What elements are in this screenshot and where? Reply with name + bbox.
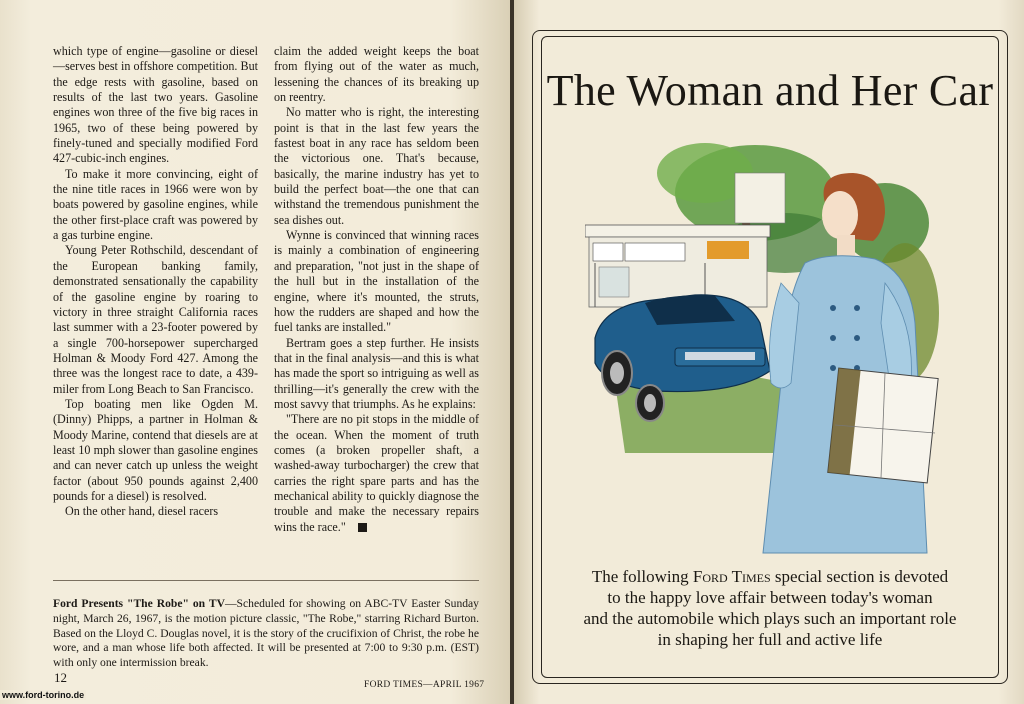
paragraph-text: "There are no pit stops in the middle of the ocean. When the moment of truth comes (a broken propeller shaft, a washed-away turbocharger) the crew that carries the right spare parts and has the mechanical ability to quickly diagnose the trouble and make the necessary repairs wins the race." — [274, 412, 479, 534]
paragraph: Wynne is convinced that winning races is mainly a combination of engineering and preparation, "not just in the shape of the hull but in the installation of the engine, where it's mounted, the struts, how the rudders are shaped and how the fuel tanks are installed." — [274, 228, 479, 335]
tv-notice — [53, 597, 479, 671]
paragraph: On the other hand, diesel racers — [65, 504, 219, 519]
gift-package-icon — [828, 368, 938, 483]
paragraph: Young Peter Rothschild, descendant of the European banking family, demonstrated sensationally the capability of the gasoline engine by roaring to victory in three straight California races last summer with a 23-footer powered by a single 700-horsepower supercharged Holman & Moody Ford 427. Among the three was the longest race to date, a 439-miler from Long Beach to San Francisco. — [53, 243, 258, 396]
paragraph: Top boating men like Ogden M. (Dinny) Phipps, a partner in Holman & Moody Marine, contend that diesels are at least 10 mph slower than gasoline engines and can never catch up unless the weight factor (about 950 pounds against 2,400 pounds for a diesel) is resolved. — [53, 396, 258, 503]
end-mark-icon — [358, 523, 367, 532]
paragraph: To make it more convincing, eight of the nine title races in 1966 were won by boats powered by gasoline engines, while the other first-place craft was powered by a gas turbine engine. — [53, 166, 258, 243]
website-watermark: www.ford-torino.de — [2, 690, 85, 700]
paragraph: which type of engine—gasoline or diesel—serves best in offshore competition. But the edge rests with gasoline, based on results of the last two years. Gasoline engines won three of the five big races in 1965, two of these being powered by finely-tuned and specially modified Ford 427-cubic-inch engines. — [53, 44, 258, 166]
woman-with-car-illustration — [585, 133, 945, 565]
right-page — [514, 0, 1024, 704]
page-number: 12 — [54, 670, 67, 685]
caption-line-2: to the happy love affair between today's woman — [607, 588, 933, 607]
paragraph: Bertram goes a step further. He insists that in the final analysis—and this is what has made the sport so intriguing as well as thrilling—it's generally the crew with the most savvy that triumphs. As he explains: — [274, 335, 479, 411]
paragraph-final — [274, 412, 479, 535]
caption-line-3: and the automobile which plays such an important role — [583, 609, 957, 628]
caption-line-4: in shaping her full and active life — [657, 630, 883, 649]
notice-body: —Scheduled for showing on ABC-TV Easter Sunday night, March 26, 1967, is the motion picture classic, "The Robe," starring Richard Burton. Based on the Lloyd C. Douglas novel, it is the story of the crucifixion of Christ, the robe he wore, and a man whose life both affected. It will be presented at 7:00 to 9:30 p.m. (EST) with only one intermission break. — [53, 597, 479, 670]
divider-rule — [53, 580, 479, 581]
section-caption — [533, 566, 1007, 650]
caption-lead: The following — [591, 567, 689, 586]
paragraph: No matter who is right, the interesting point is that in the last few years the fastest boat in any race has seldom been the victorious one. That's because, basically, the marine industry has yet to build the perfect boat—the one that can withstand the tremendous punishment the sea dishes out. — [274, 105, 479, 227]
running-footer: FORD TIMES—APRIL 1967 — [364, 680, 485, 690]
article-column-2 — [274, 44, 479, 535]
caption-magazine-name: Ford Times — [692, 567, 771, 586]
article-column-1 — [53, 44, 258, 520]
section-frame — [532, 30, 1008, 684]
section-title: The Woman and Her Car — [546, 66, 994, 115]
caption-line-1-end: special section is devoted — [774, 567, 949, 586]
notice-heading: Ford Presents "The Robe" on TV — [53, 597, 225, 610]
paragraph: claim the added weight keeps the boat from flying out of the water as much, lessening the chances of its breaking up on reentry. — [274, 44, 479, 105]
